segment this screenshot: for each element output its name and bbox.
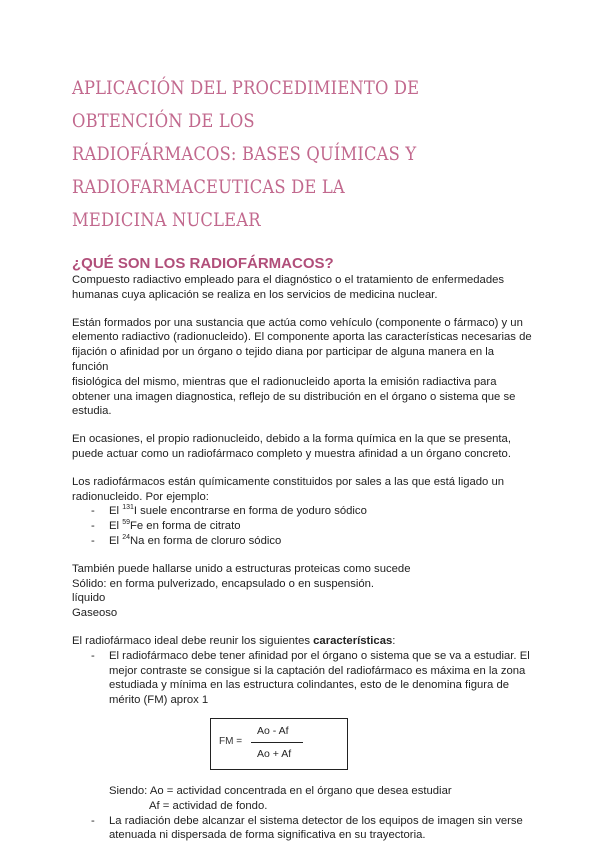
list-item (72, 519, 532, 534)
example-text: El (109, 520, 123, 533)
text-line: El radiofármaco debe tener afinidad por el órgano o sistema que se va a estudiar. El (109, 649, 530, 662)
paragraph-composition (72, 316, 532, 420)
formula-denominator: Ao + Af (257, 747, 292, 760)
text-line: estudia. (72, 405, 112, 418)
paragraph-ideal (72, 634, 532, 649)
text-line: mérito (FM) aprox 1 (109, 694, 209, 707)
requirements-list-2 (72, 814, 532, 844)
text-line: radionucleido. Por ejemplo: (72, 490, 209, 503)
text-line: Gaseoso (72, 607, 118, 620)
isotope-mass: 24 (122, 534, 130, 542)
formula-figure-of-merit (210, 718, 348, 770)
text-line: humanas cuya aplicación se realiza en los servicios de medicina nuclear. (72, 288, 438, 301)
text-line: líquido (72, 592, 106, 605)
list-item (72, 814, 532, 844)
isotope-mass: 131 (122, 504, 134, 512)
list-dash: - (91, 534, 95, 547)
text-line: : (392, 634, 396, 647)
formula-label: FM = (219, 735, 243, 747)
examples-list (72, 504, 532, 548)
text-line: La radiación debe alcanzar el sistema detector de los equipos de imagen sin verse (109, 814, 523, 827)
list-dash: - (91, 649, 95, 662)
text-line: elemento radiactivo (radionucleido). El componente aporta las características necesarias de (72, 331, 532, 344)
paragraph-states (72, 562, 532, 621)
paragraph-salts (72, 475, 532, 505)
example-text: El (109, 534, 123, 547)
paragraph-siendo (72, 784, 532, 799)
fraction-bar (251, 742, 303, 743)
text-line: Están formados por una sustancia que actúa como vehículo (componente o fármaco) y un (72, 316, 523, 329)
example-text: I suele encontrarse en forma de yoduro sódico (133, 505, 367, 518)
title-line-1: APLICACIÓN DEL PROCEDIMIENTO DE OBTENCIÓN DE LOS (72, 77, 420, 132)
list-item (72, 534, 532, 549)
requirements-list (72, 649, 532, 708)
title-line-2: RADIOFÁRMACOS: BASES QUÍMICAS Y RADIOFARMACEUTICAS DE LA (72, 143, 417, 198)
example-text: Fe en forma de citrato (129, 520, 241, 533)
text-line: También puede hallarse unido a estructuras proteicas como sucede (72, 562, 411, 575)
text-line: Los radiofármacos están químicamente constituidos por sales a las que está ligado un (72, 475, 505, 488)
text-line: Compuesto radiactivo empleado para el diagnóstico o el tratamiento de enfermedades (72, 274, 505, 286)
text-line: obtener una imagen diagnostica, reflejo de su distribución en el órgano o sistema que se (72, 390, 516, 403)
list-dash: - (91, 520, 95, 533)
section-heading: ¿QUÉ SON LOS RADIOFÁRMACOS? (72, 255, 334, 272)
text-line: puede actuar como un radiofármaco completo y muestra afinidad a un órgano concreto. (72, 447, 511, 460)
formula-numerator: Ao - Af (257, 724, 289, 737)
text-line: Sólido: en forma pulverizado, encapsulado o en suspensión. (72, 577, 375, 590)
list-item (72, 504, 532, 519)
title-line-3: MEDICINA NUCLEAR (72, 209, 261, 231)
list-dash: - (91, 505, 95, 518)
document-title (72, 72, 528, 237)
example-text: El (109, 505, 123, 518)
example-text: Na en forma de cloruro sódico (129, 534, 282, 547)
paragraph-definition (72, 273, 532, 303)
text-line: Af = actividad de fondo. (149, 799, 268, 812)
text-line: fijación o afinidad por un órgano o tejido diana por participar de alguna manera en la función (72, 346, 495, 373)
text-line: El radiofármaco ideal debe reunir los siguientes (72, 634, 314, 647)
document-page (72, 72, 532, 843)
text-line: estudiada y mínima en las estructura colindantes, esto de le denomina figura de (109, 679, 510, 692)
text-line: fisiológica del mismo, mientras que el radionucleido aporta la emisión radiactiva para (72, 375, 497, 388)
text-line: En ocasiones, el propio radionucleido, debido a la forma química en la que se presenta, (72, 433, 511, 446)
list-dash: - (91, 814, 95, 827)
text-line: Siendo: Ao = actividad concentrada en el órgano que desea estudiar (109, 784, 452, 797)
bold-term: características (313, 634, 393, 647)
text-line: mejor contraste se consigue si la captación del radiofármaco es máxima en la zona (109, 664, 526, 677)
paragraph-siendo-af (72, 799, 532, 814)
isotope-mass: 59 (122, 519, 130, 527)
list-item (72, 649, 532, 708)
paragraph-radionuclide (72, 432, 532, 462)
text-line: atenuada ni dispersada de forma significativa en su trayectoria. (109, 829, 426, 842)
